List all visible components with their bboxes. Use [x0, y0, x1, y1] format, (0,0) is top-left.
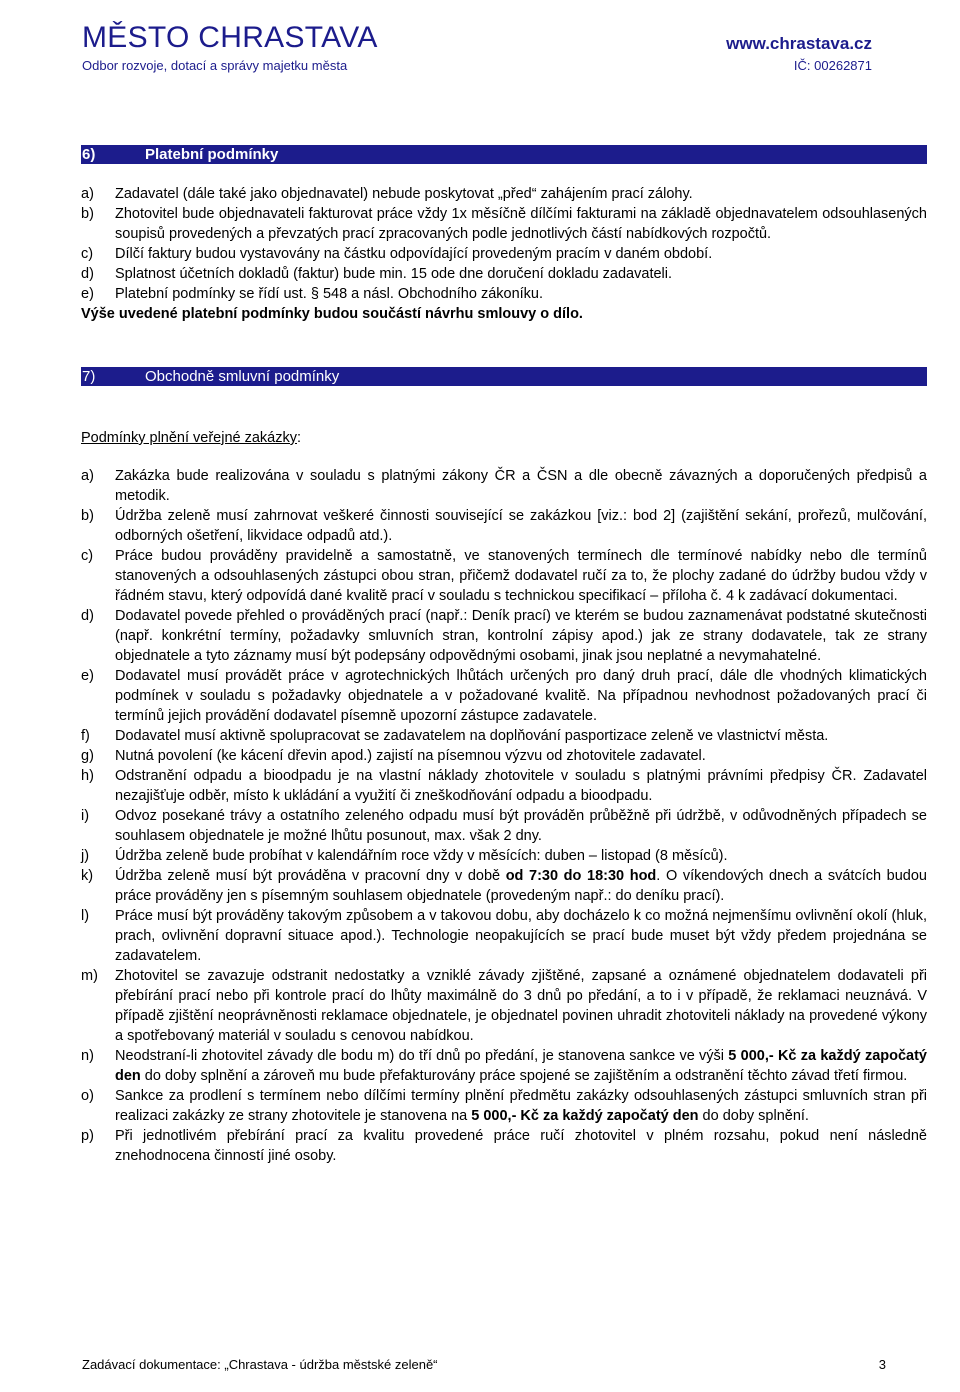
- penalty-amount: 5 000,- Kč za každý započatý den: [115, 1048, 927, 1084]
- list-item-label: g): [81, 748, 94, 764]
- list-item-label: c): [81, 548, 94, 564]
- text-run: do doby splnění a zároveň mu bude přefakturovány práce spojené se zajištěním a odstranění těchto závad třetí firmou.: [140, 1068, 908, 1084]
- list-item-label: a): [81, 468, 94, 484]
- list-item: [81, 846, 927, 866]
- list-item-label: e): [81, 286, 94, 302]
- payment-terms-note: Výše uvedené platební podmínky budou součástí návrhu smlouvy o dílo.: [81, 306, 583, 322]
- list-item-text: Splatnost účetních dokladů (faktur) bude min. 15 ode dne doručení dokladu zadavateli.: [115, 266, 673, 282]
- website-link[interactable]: www.chrastava.cz: [726, 34, 872, 53]
- list-item-text: Dílčí faktury budou vystavovány na částku odpovídající provedeným pracím v daném období.: [115, 246, 713, 262]
- list-item-text: [115, 1046, 927, 1086]
- list-item-label: a): [81, 186, 94, 202]
- list-item: [81, 766, 927, 806]
- subheading-colon: :: [297, 430, 302, 446]
- list-item: [81, 204, 927, 244]
- list-item-text: Odstranění odpadu a bioodpadu je na vlastní náklady zhotovitele v souladu s platnými právními předpisy ČR. Zadavatel nezajišťuje odběr, místo k ukládání a využití či zneškodňování odpadu a bioodpadu.: [115, 768, 927, 804]
- department-name: Odbor rozvoje, dotací a správy majetku města: [82, 58, 348, 73]
- list-item-label: j): [81, 848, 90, 864]
- list-item-text: Dodavatel musí provádět práce v agrotechnických lhůtách určených pro daný druh prací, dále dle vhodných klimatických podmínek v souladu s požadavky objednatele a v požadované kvalitě. Na případnou nevhodnost požadovaných prací či termínů jejich provádění dodavatel písemně upozorní zástupce zadavatele.: [115, 668, 927, 724]
- subheading-text: Podmínky plnění veřejné zakázky: [81, 430, 297, 446]
- penalty-amount: 5 000,- Kč za každý započatý den: [471, 1108, 699, 1124]
- list-item: [81, 1086, 927, 1126]
- list-item-label: k): [81, 868, 94, 884]
- list-item: [81, 666, 927, 726]
- list-item: [81, 1046, 927, 1086]
- section-number: 7): [82, 368, 96, 385]
- list-item-text: Zhotovitel se zavazuje odstranit nedostatky a vzniklé závady zjištěné, zapsané a oznámené objednatelem dodavateli při přebírání prací nebo při kontrole prací do lhůty maximálně do 3 dnů po předání, a to i v případě, že reklamaci neuznává. V případě zjištění neoprávněnosti reklamace objednatele, je objednatel povinen uhradit zhotoviteli náklady na provedené výkony a spotřebovaný materiál v souladu s cenovou nabídkou.: [115, 968, 927, 1044]
- section-7-heading: [81, 367, 927, 386]
- list-item-text: Údržba zeleně bude probíhat v kalendářním roce vždy v měsících: duben – listopad (8 měsíců).: [115, 848, 728, 864]
- list-item-label: o): [81, 1088, 94, 1104]
- list-item-label: f): [81, 728, 90, 744]
- footer-text: Zadávací dokumentace: „Chrastava - údržba městské zeleně“: [82, 1357, 438, 1372]
- list-item-text: [115, 1086, 927, 1126]
- list-item: [81, 184, 927, 204]
- list-item: [81, 746, 927, 766]
- page-number: 3: [878, 1357, 886, 1372]
- list-item: [81, 264, 927, 284]
- list-item: [81, 906, 927, 966]
- list-item-label: b): [81, 508, 94, 524]
- list-item-text: Práce musí být prováděny takovým způsobem a v takovou dobu, aby docházelo k co možná nejmenšímu ovlivnění okolí (hluk, prach, ovlivnění dopravní situace apod.). Technologie neopakujících se prací bude muset být vždy předem projednána se zadavatelem.: [115, 908, 927, 964]
- list-item-text: Dodavatel povede přehled o prováděných prací (např.: Deník prací) ve kterém se budou zaznamenávat podstatné skutečnosti (např. konkrétní termíny, požadavky smluvních stran, kontrolní zápisy apod.) jak ze strany dodavatele, tak ze strany objednatele a tyto záznamy musí být podepsány odpovědnými osobami, jinak jsou neplatné a nevymahatelné.: [115, 608, 927, 664]
- list-item-label: d): [81, 608, 94, 624]
- list-item: [81, 284, 927, 304]
- letterhead-contact: [726, 34, 872, 74]
- list-item-label: b): [81, 206, 94, 222]
- company-id: IČ: 00262871: [793, 58, 872, 73]
- list-item-text: Zakázka bude realizována v souladu s platnými zákony ČR a ČSN a dle obecně závazných a doporučených předpisů a metodik.: [115, 468, 927, 504]
- section-title: Obchodně smluvní podmínky: [145, 368, 340, 385]
- page-footer: [82, 1357, 886, 1373]
- section-number: 6): [82, 146, 96, 163]
- section-6-body: [81, 184, 927, 324]
- letterhead: [82, 20, 378, 74]
- list-item-label: e): [81, 668, 94, 684]
- text-run: Neodstraní-li zhotovitel závady dle bodu m) do tří dnů po předání, je stanovena sankce ve výši: [115, 1048, 729, 1064]
- list-item: [81, 244, 927, 264]
- list-item: [81, 506, 927, 546]
- list-item: [81, 806, 927, 846]
- list-item-label: i): [81, 808, 90, 824]
- list-item-text: Dodavatel musí aktivně spolupracovat se zadavatelem na doplňování pasportizace zeleně ve vlastnictví města.: [115, 728, 829, 744]
- section-7-subheading: [81, 428, 927, 448]
- list-item-text: Zadavatel (dále také jako objednavatel) nebude poskytovat „před“ zahájením prací zálohy.: [115, 186, 693, 202]
- list-item: [81, 466, 927, 506]
- text-run: . O víkendových dnech a svátcích budou práce prováděny jen s písemným souhlasem objednatele (provedeným např.: do deníku prací).: [115, 868, 927, 904]
- town-name: MĚSTO CHRASTAVA: [82, 21, 378, 54]
- list-item-text: Údržba zeleně musí zahrnovat veškeré činnosti související se zakázkou [viz.: bod 2] (zajištění sekání, prořezů, mulčování, odborných ošetření, likvidace odpadů atd.).: [115, 508, 927, 544]
- list-item-text: Nutná povolení (ke kácení dřevin apod.) zajistí na písemnou výzvu od zhotovitele zadavatel.: [115, 748, 706, 764]
- list-item: [81, 606, 927, 666]
- text-run: Údržba zeleně musí být prováděna v pracovní dny v době: [115, 868, 506, 884]
- list-item-label: n): [81, 1048, 94, 1064]
- list-item-label: p): [81, 1128, 94, 1144]
- list-item-text: [115, 866, 927, 906]
- list-item: [81, 866, 927, 906]
- list-item-text: Odvoz posekané trávy a ostatního zeleného odpadu musí být prováděn průběžně při údržbě, v odůvodněných případech se souhlasem objednatele je možné lhůtu posunout, max. však 2 dny.: [115, 808, 927, 844]
- list-item-text: Práce budou prováděny pravidelně a samostatně, ve stanovených termínech dle termínové nabídky nebo dle termínů stanovených a odsouhlasených zástupci obou stran, přičemž dodavatel ručí za to, že plochy zadané do údržby budou vždy v řádném stavu, který odpovídá dané kvalitě prací v souladu s technickou specifikací – příloha č. 4 k zadávací dokumentaci.: [115, 548, 927, 604]
- list-item-label: m): [81, 968, 98, 984]
- list-item: [81, 726, 927, 746]
- list-item-label: l): [81, 908, 90, 924]
- list-item-label: c): [81, 246, 94, 262]
- list-item-label: d): [81, 266, 94, 282]
- list-item-label: h): [81, 768, 94, 784]
- text-run: Sankce za prodlení s termínem nebo dílčími termíny plnění předmětu zakázky odsouhlasených zástupci smluvních stran při realizaci zakázky ze strany zhotovitele je stanovena na: [115, 1088, 927, 1124]
- section-6-heading: [81, 145, 927, 164]
- text-run: do doby splnění.: [698, 1108, 809, 1124]
- section-7-body: [81, 466, 927, 1166]
- list-item: [81, 1126, 927, 1166]
- list-item-text: Platební podmínky se řídí ust. § 548 a násl. Obchodního zákoníku.: [115, 286, 544, 302]
- list-item: [81, 546, 927, 606]
- list-item-text: Zhotovitel bude objednavateli fakturovat práce vždy 1x měsíčně dílčími fakturami na základě objednavatelem odsouhlasených soupisů provedených a převzatých prací zpracovaných podle jednotlivých částí nabídkových rozpočtů.: [115, 206, 927, 242]
- list-item-text: Při jednotlivém přebírání prací za kvalitu provedené práce ručí zhotovitel v plném rozsahu, pokud není následně znehodnocena činností jiné osoby.: [115, 1128, 927, 1164]
- section-title: Platební podmínky: [145, 146, 279, 163]
- working-hours: od 7:30 do 18:30 hod: [505, 868, 657, 884]
- list-item: [81, 966, 927, 1046]
